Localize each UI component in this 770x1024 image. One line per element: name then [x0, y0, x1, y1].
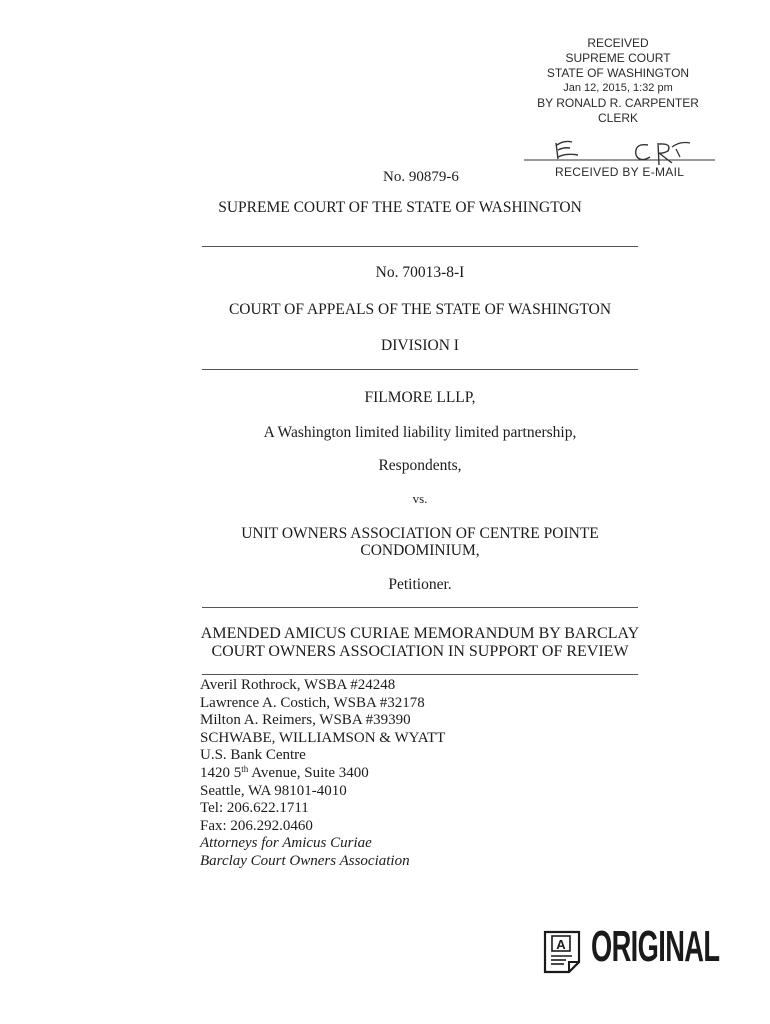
divider	[202, 369, 638, 370]
street-address: 1420 5th Avenue, Suite 3400	[200, 763, 369, 781]
stamp-clerk: CLERK	[597, 111, 638, 125]
petitioner-role: Petitioner.	[388, 576, 452, 593]
divider	[202, 674, 638, 675]
divider	[202, 607, 638, 608]
stamp-by: BY RONALD R. CARPENTER	[537, 96, 699, 110]
building-name: U.S. Bank Centre	[200, 747, 306, 764]
attorney-line: Averil Rothrock, WSBA #24248	[200, 677, 396, 693]
stamp-date: Jan 12, 2015, 1:32 pm	[563, 82, 673, 94]
stamp-received: RECEIVED	[587, 36, 649, 50]
respondent-description: A Washington limited liability limited partnership,	[263, 424, 577, 441]
supreme-court-name: SUPREME COURT OF THE STATE OF WASHINGTON	[218, 199, 582, 216]
versus: vs.	[412, 491, 428, 506]
appeals-court-name: COURT OF APPEALS OF THE STATE OF WASHINGTON	[228, 301, 612, 318]
divider	[202, 246, 638, 247]
stamp-court: SUPREME COURT	[565, 51, 671, 65]
received-stamp	[528, 36, 708, 126]
attorney-role: Attorneys for Amicus Curiae	[200, 835, 372, 852]
supreme-case-number: No. 90879-6	[383, 169, 459, 185]
respondent-name: FILMORE LLLP,	[364, 389, 476, 406]
firm-name: SCHWABE, WILLIAMSON & WYATT	[200, 729, 446, 746]
attorney-block	[200, 677, 445, 871]
petitioner-name-line2: CONDOMINIUM,	[360, 542, 480, 559]
document-title-line2: COURT OWNERS ASSOCIATION IN SUPPORT OF REVIEW	[211, 643, 629, 660]
handwritten-initials	[522, 135, 717, 167]
document-icon	[542, 929, 582, 974]
petitioner-name-line1: UNIT OWNERS ASSOCIATION OF CENTRE POINTE	[241, 525, 599, 542]
attorney-line: Lawrence A. Costich, WSBA #32178	[200, 694, 425, 711]
division: DIVISION I	[381, 337, 459, 354]
stamp-state: STATE OF WASHINGTON	[546, 66, 690, 80]
client-name: Barclay Court Owners Association	[200, 852, 410, 869]
document-icon-letter: A	[556, 937, 566, 952]
attorney-line: Milton A. Reimers, WSBA #39390	[200, 712, 411, 729]
telephone: Tel: 206.622.1711	[200, 800, 309, 817]
fax: Fax: 206.292.0460	[200, 817, 313, 834]
original-stamp: ORIGINAL	[591, 922, 720, 971]
respondent-role: Respondents,	[378, 457, 462, 474]
city-state-zip: Seattle, WA 98101-4010	[200, 782, 347, 799]
appeals-case-number: No. 70013-8-I	[375, 264, 465, 281]
received-by-email: RECEIVED BY E-MAIL	[555, 165, 685, 179]
document-title-line1: AMENDED AMICUS CURIAE MEMORANDUM BY BARCLAY	[200, 625, 640, 642]
